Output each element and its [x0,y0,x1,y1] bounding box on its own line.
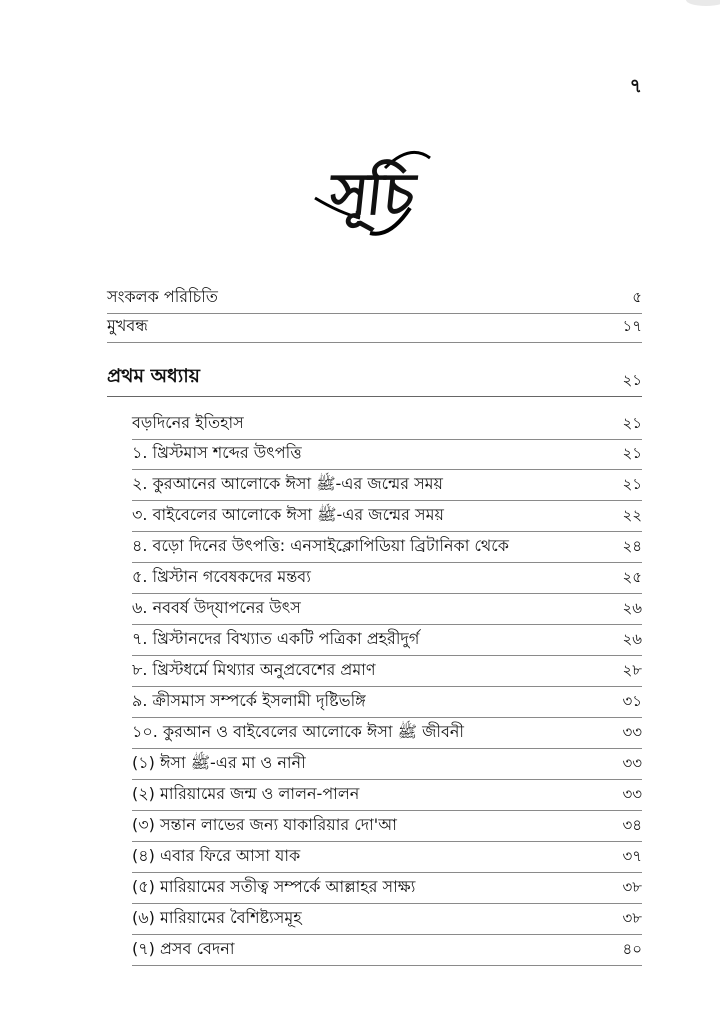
toc-page: ৩৮ [622,878,642,896]
toc-row [132,440,642,470]
toc-row [132,595,642,625]
toc-label: (৭) প্রসব বেদনা [132,939,235,958]
toc-row [132,626,642,656]
toc-label: (২) মারিয়ামের জন্ম ও লালন-পালন [132,784,360,803]
toc-label: ৩. বাইবেলের আলোকে ঈসা ﷺ-এর জন্মের সময় [132,505,444,524]
toc-row [132,688,642,718]
toc-label: (৬) মারিয়ামের বৈশিষ্ট্যসমূহ [132,908,302,927]
toc-label: (৩) সন্তান লাভের জন্য যাকারিয়ার দো'আ [132,815,397,834]
toc-label: (৫) মারিয়ামের সতীত্ব সম্পর্কে আল্লাহর সাক্ষ্য [132,877,416,896]
toc-row [132,812,642,842]
toc-page: ৩৭ [622,847,642,865]
toc-label: ১. খ্রিস্টমাস শব্দের উৎপত্তি [132,443,302,462]
toc-page: ২৬ [622,630,642,648]
toc-label: (৪) এবার ফিরে আসা যাক [132,846,301,865]
toc-row [132,719,642,749]
toc-row [132,410,642,440]
toc-label: ৭. খ্রিস্টানদের বিখ্যাত একটি পত্রিকা প্রহরীদুর্গ [132,629,420,648]
toc-row [132,564,642,594]
toc-page: ৩৮ [622,909,642,927]
toc-label: ৫. খ্রিস্টান গবেষকদের মন্তব্য [132,567,311,586]
toc-label: ৮. খ্রিস্টধর্মে মিথ্যার অনুপ্রবেশের প্রমাণ [132,660,376,679]
toc-title [300,138,440,248]
toc-page: ৩৩ [622,723,642,741]
toc-row [132,502,642,532]
toc-page: ১৭ [622,317,642,335]
toc-label: ৪. বড়ো দিনের উৎপত্তি: এনসাইক্লোপিডিয়া ব্রিটানিকা থেকে [132,536,509,555]
toc-page: ৪০ [622,940,642,958]
toc-row [132,471,642,501]
toc-label: মুখবন্ধ [107,316,148,335]
toc-row [132,936,642,966]
page-number: ৭ [629,75,642,97]
chapter-label: প্রথম অধ্যায় [107,365,200,387]
toc-row-preface [107,313,642,343]
toc-page: ২১ [622,414,642,432]
toc-page: ২১ [622,444,642,462]
toc-label: বড়দিনের ইতিহাস [132,413,244,432]
toc-row [132,874,642,904]
toc-page: ৩৩ [622,785,642,803]
toc-label: ৯. ক্রীসমাস সম্পর্কে ইসলামী দৃষ্টিভঙ্গি [132,691,366,710]
toc-page: ৫ [632,288,642,306]
toc-page: ২৬ [622,599,642,617]
toc-page: ২৪ [622,537,642,555]
toc-page: ৩৪ [622,816,642,834]
toc-row [132,750,642,780]
toc-page: ২৮ [622,661,642,679]
toc-label: ৬. নববর্ষ উদ্‌যাপনের উৎস [132,598,301,617]
toc-row [132,905,642,935]
page-corner-shadow [686,0,720,6]
toc-page: ৩৩ [622,754,642,772]
toc-row-chapter-1 [107,367,642,397]
toc-row [132,843,642,873]
toc-page: ২১ [622,371,642,389]
toc-page: ২৫ [622,568,642,586]
toc-page: ২১ [622,475,642,493]
toc-label: (১) ঈসা ﷺ-এর মা ও নানী [132,753,306,772]
toc-label: সংকলক পরিচিতি [107,287,218,306]
title-text: সূচি [326,160,417,228]
toc-row [132,657,642,687]
toc-page: ৩১ [622,692,642,710]
toc-label: ১০. কুরআন ও বাইবেলের আলোকে ঈসা ﷺ জীবনী [132,722,465,741]
toc-row [132,533,642,563]
toc-row-compiler-intro [107,284,642,314]
toc-row [132,781,642,811]
toc-label: ২. কুরআনের আলোকে ঈসা ﷺ-এর জন্মের সময় [132,474,443,493]
toc-page: ২২ [622,506,642,524]
